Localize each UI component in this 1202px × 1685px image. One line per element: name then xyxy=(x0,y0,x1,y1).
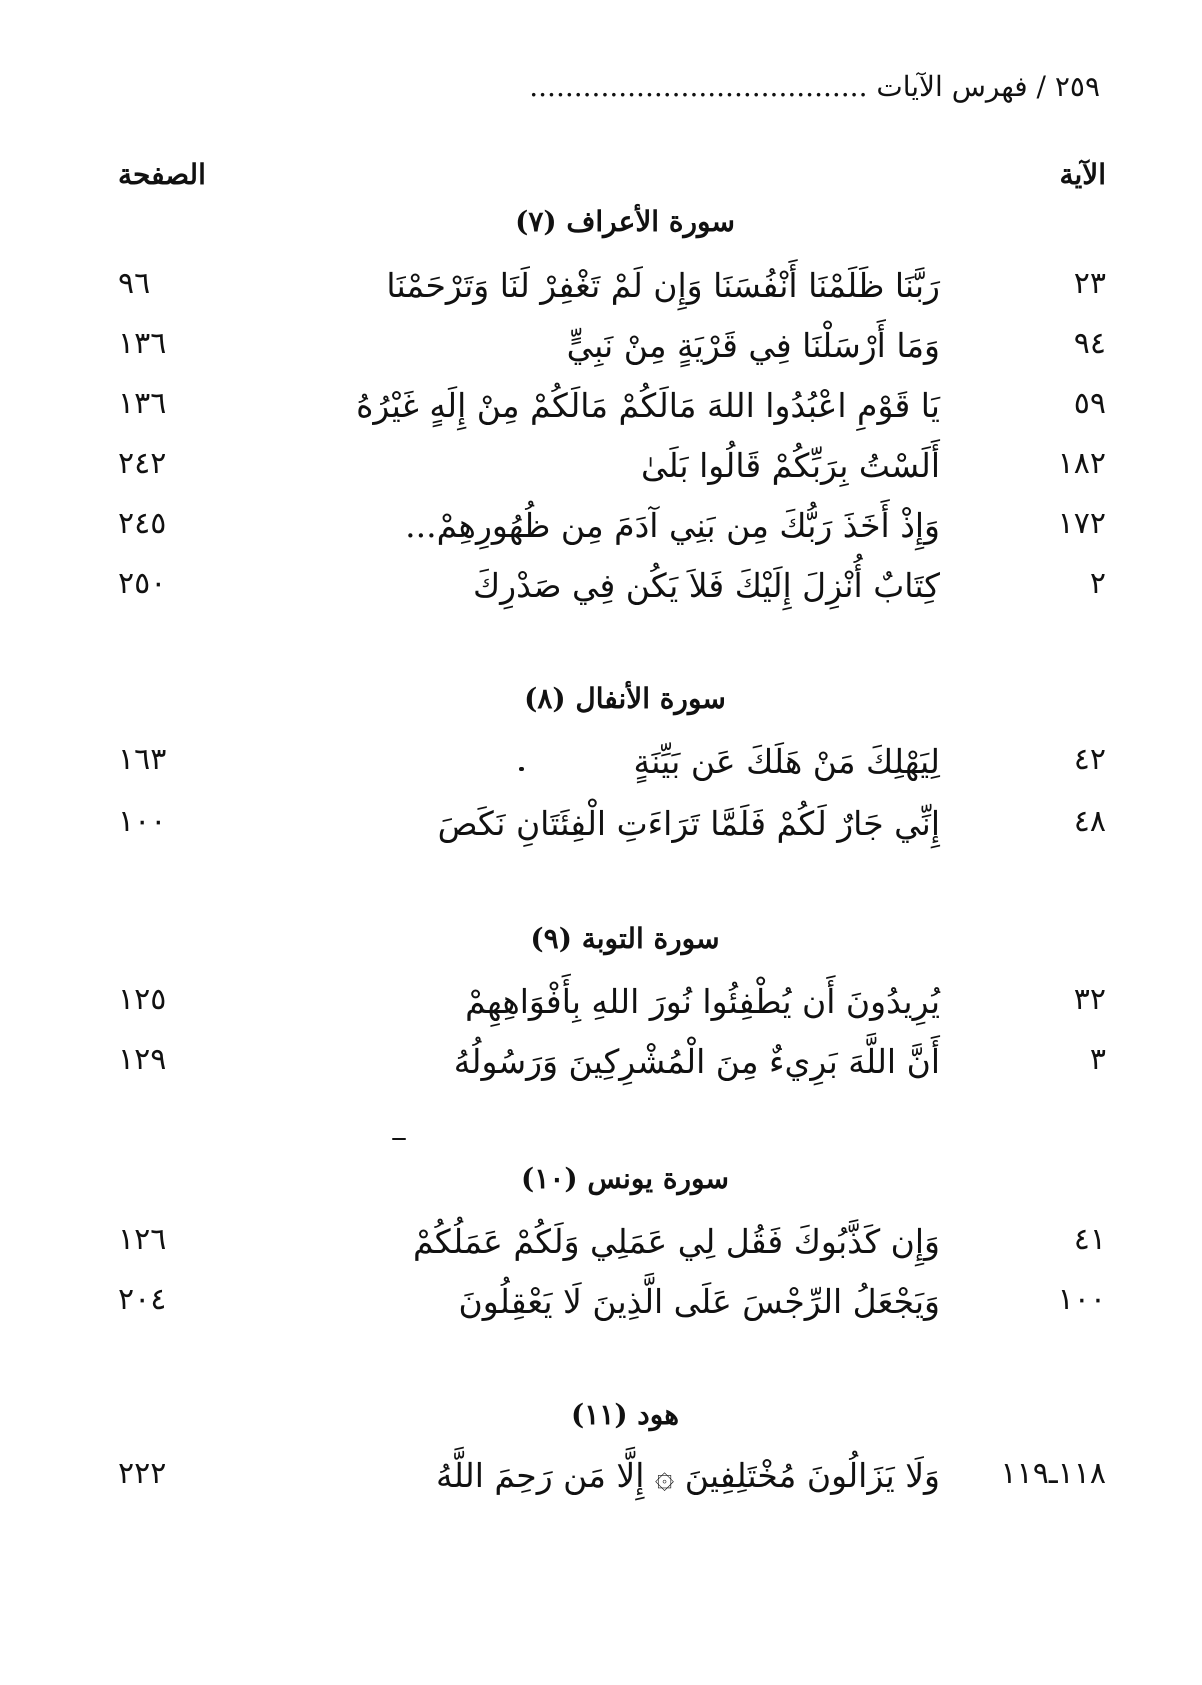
page-number: ١٠٠ xyxy=(118,804,167,839)
page-column-heading: الصفحة xyxy=(118,158,206,191)
ayah-number: ٣ xyxy=(1089,1042,1106,1077)
ayah-number: ٥٩ xyxy=(1073,386,1106,421)
verse-text: أَنَّ اللَّهَ بَرِيءٌ مِنَ الْمُشْرِكِينَ وَرَسُولُهُ xyxy=(453,1042,940,1081)
ayah-number: ١٧٢ xyxy=(1057,506,1106,541)
surah-heading: سورة الأنفال (٨) xyxy=(524,682,726,715)
index-entry xyxy=(0,386,1202,442)
page-number: ١٢٦ xyxy=(118,1222,167,1257)
ayah-number: ٤٨ xyxy=(1073,804,1106,839)
verse-text: أَلَسْتُ بِرَبِّكُمْ قَالُوا بَلَىٰ xyxy=(640,446,940,485)
page-number: ٢٤٥ xyxy=(118,506,167,541)
index-entry xyxy=(0,1222,1202,1278)
verse-text: وَيَجْعَلُ الرِّجْسَ عَلَى الَّذِينَ لَا يَعْقِلُونَ xyxy=(458,1282,940,1321)
page-number: ٢٥٠ xyxy=(118,566,167,601)
verse-text: إِنِّي جَارٌ لَكُمْ فَلَمَّا تَرَاءَتِ الْفِئَتَانِ نَكَصَ xyxy=(437,804,940,843)
stray-ink-mark xyxy=(392,1138,406,1140)
index-entry xyxy=(0,804,1202,860)
page-number: ٩٦ xyxy=(118,266,151,301)
ayah-number: ١٠٠ xyxy=(1057,1282,1106,1317)
verse-text: وَإِن كَذَّبُوكَ فَقُل لِي عَمَلِي وَلَكُمْ عَمَلُكُمْ xyxy=(412,1222,940,1261)
page-number: ٢٢٢ xyxy=(118,1456,167,1491)
index-entry xyxy=(0,742,1202,798)
ayah-number: ٢ xyxy=(1089,566,1106,601)
page-number: ٢٠٤ xyxy=(118,1282,167,1317)
ayah-number: ٤١ xyxy=(1073,1222,1106,1257)
index-entry xyxy=(0,566,1202,622)
page-number: ٢٤٢ xyxy=(118,446,167,481)
page-number: ١٦٣ xyxy=(118,742,167,777)
index-entry xyxy=(0,326,1202,382)
index-entry xyxy=(0,266,1202,322)
surah-heading: سورة يونس (١٠) xyxy=(521,1162,729,1195)
verse-text: وَإِذْ أَخَذَ رَبُّكَ مِن بَنِي آدَمَ مِن ظُهُورِهِمْ... xyxy=(405,506,940,545)
surah-heading: سورة الأعراف (٧) xyxy=(515,205,735,238)
index-entry xyxy=(0,506,1202,562)
index-entry xyxy=(0,446,1202,502)
surah-heading: هود (١١) xyxy=(570,1398,680,1431)
running-header xyxy=(110,70,1100,120)
index-entry xyxy=(0,1282,1202,1338)
surah-heading: سورة التوبة (٩) xyxy=(530,922,720,955)
index-entry xyxy=(0,982,1202,1038)
index-entry xyxy=(0,1456,1202,1512)
ayah-number: ١١٨ـ١١٩ xyxy=(1000,1456,1106,1491)
ayah-number: ٩٤ xyxy=(1073,326,1106,361)
index-entry xyxy=(0,1042,1202,1098)
leader-dots: ...................................... xyxy=(529,70,868,103)
verse-text: رَبَّنَا ظَلَمْنَا أَنْفُسَنَا وَإِن لَمْ تَغْفِرْ لَنَا وَتَرْحَمْنَا xyxy=(386,266,940,305)
verse-text: كِتَابٌ أُنْزِلَ إِلَيْكَ فَلاَ يَكُن فِي صَدْرِكَ xyxy=(472,566,940,605)
ayah-column-heading: الآية xyxy=(1059,158,1106,191)
page-number: ١٣٦ xyxy=(118,386,167,421)
verse-text: وَمَا أَرْسَلْنَا فِي قَرْيَةٍ مِنْ نَبِيٍّ xyxy=(566,326,940,365)
page-number: ١٢٥ xyxy=(118,982,167,1017)
ayah-number: ٤٢ xyxy=(1073,742,1106,777)
stray-ink-mark xyxy=(519,767,524,771)
verse-text: وَلَا يَزَالُونَ مُخْتَلِفِينَ ۞ إِلَّا مَن رَحِمَ اللَّهُ xyxy=(436,1456,940,1495)
verse-text: يُرِيدُونَ أَن يُطْفِئُوا نُورَ اللهِ بِأَفْوَاهِهِمْ xyxy=(465,982,940,1021)
ayah-number: ١٨٢ xyxy=(1057,446,1106,481)
page-number: ١٢٩ xyxy=(118,1042,167,1077)
ayah-number: ٣٢ xyxy=(1073,982,1106,1017)
page-number: ١٣٦ xyxy=(118,326,167,361)
running-title: ٢٥٩ / فهرس الآيات xyxy=(876,70,1100,103)
verse-text: لِيَهْلِكَ مَنْ هَلَكَ عَن بَيِّنَةٍ xyxy=(633,742,940,781)
ayah-number: ٢٣ xyxy=(1073,266,1106,301)
verse-text: يَا قَوْمِ اعْبُدُوا اللهَ مَالَكُمْ مَالَكُمْ مِنْ إِلَهٍ غَيْرُهُ xyxy=(356,386,940,425)
